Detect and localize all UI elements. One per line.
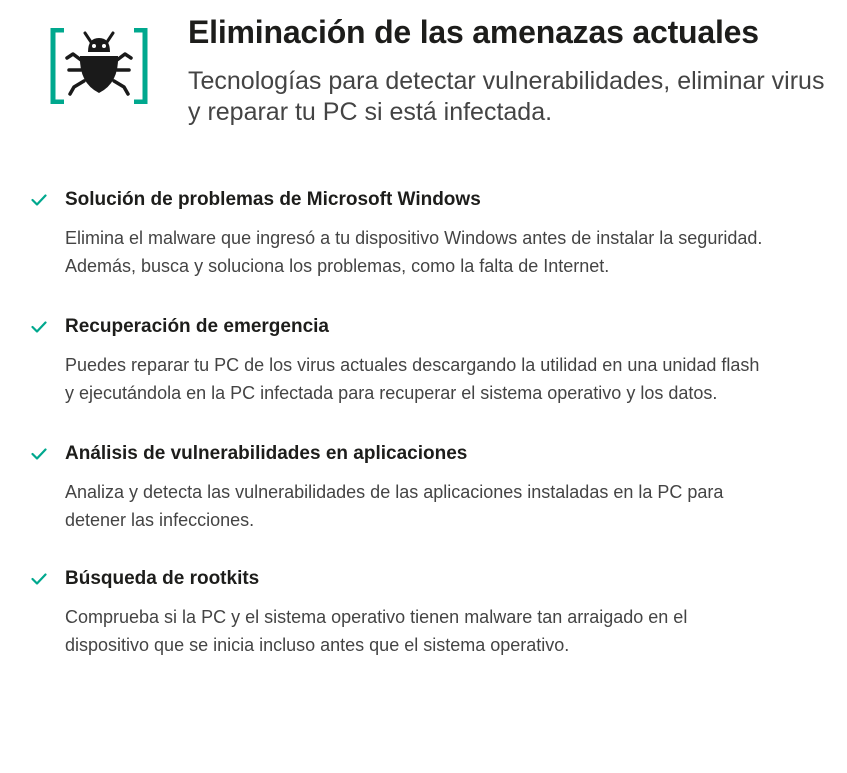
feature-list [0, 185, 847, 691]
feature-title: Solución de problemas de Microsoft Windows [65, 189, 481, 210]
feature-title: Análisis de vulnerabilidades en aplicaciones [65, 443, 468, 464]
feature-description: Puedes reparar tu PC de los virus actuales descargando la utilidad en una unidad flash y ejecutándola en la PC infectada para recuperar el sistema operativo y los datos. [65, 355, 760, 403]
check-icon [31, 573, 47, 585]
bug-in-brackets-icon [50, 28, 148, 104]
page-subtitle: Tecnologías para detectar vulnerabilidades, eliminar virus y reparar tu PC si está infectada. [188, 67, 825, 126]
feature-item [0, 439, 847, 534]
feature-item [0, 312, 847, 407]
feature-title: Búsqueda de rootkits [65, 568, 260, 589]
feature-item [0, 185, 847, 280]
feature-description: Comprueba si la PC y el sistema operativo tienen malware tan arraigado en el dispositivo que se inicia incluso antes que el sistema operativo. [65, 607, 688, 655]
feature-description: Elimina el malware que ingresó a tu dispositivo Windows antes de instalar la seguridad. Además, busca y soluciona los problemas, como la falta de Internet. [65, 228, 763, 276]
check-icon [31, 194, 47, 206]
check-icon [31, 448, 47, 460]
feature-title: Recuperación de emergencia [65, 316, 329, 337]
feature-item [0, 564, 847, 659]
feature-description: Analiza y detecta las vulnerabilidades de las aplicaciones instaladas en la PC para detener las infecciones. [65, 482, 724, 530]
check-icon [31, 321, 47, 333]
page-title: Eliminación de las amenazas actuales [188, 14, 759, 50]
